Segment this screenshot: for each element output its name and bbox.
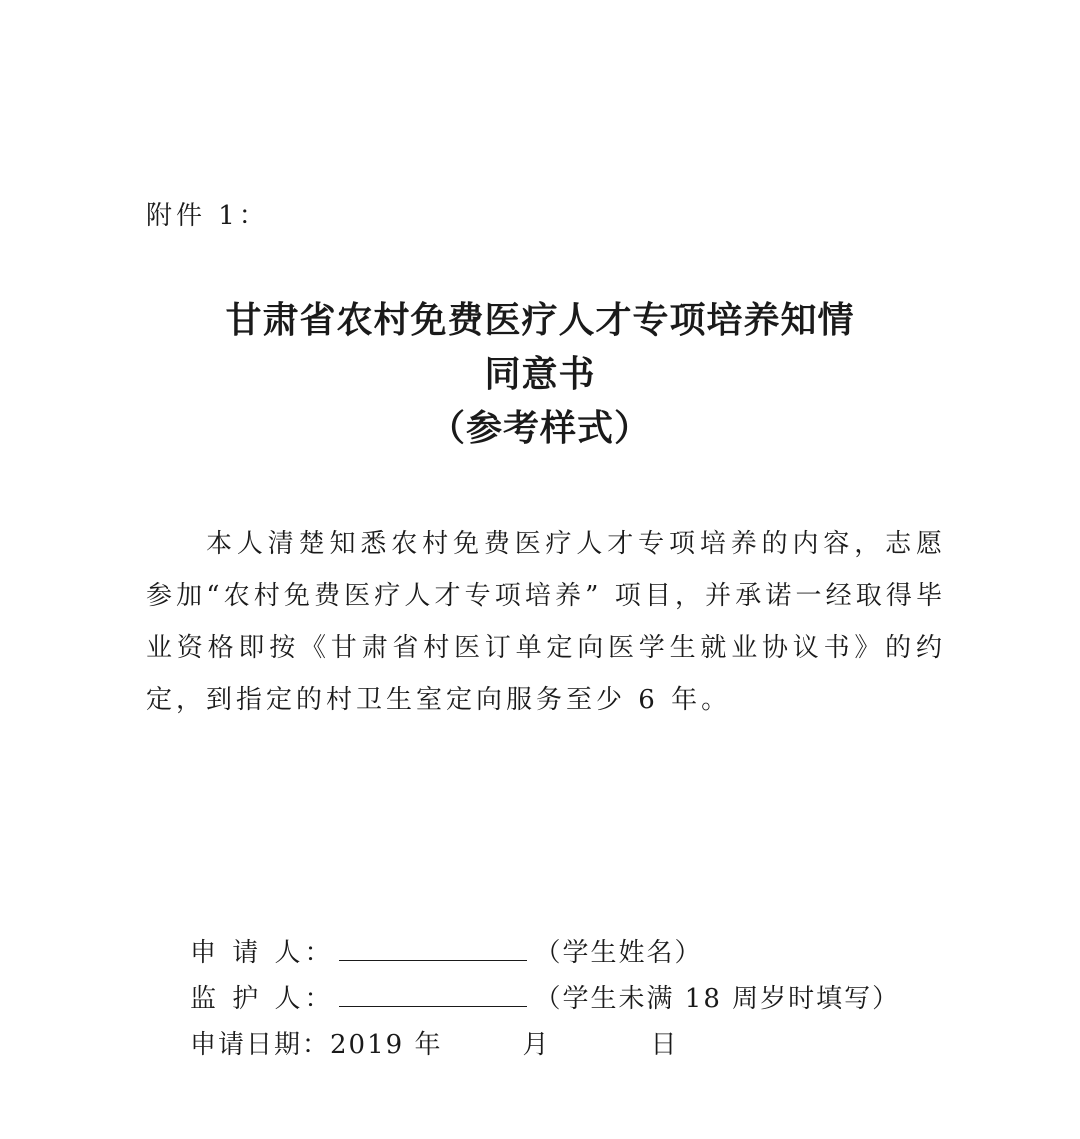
date-month-label: 月 bbox=[522, 1030, 551, 1060]
signature-section bbox=[190, 930, 900, 1068]
consent-paragraph: 本人清楚知悉农村免费医疗人才专项培养的内容，志愿参加“农村免费医疗人才专项培养” 项目，并承诺一经取得毕业资格即按《甘肃省村医订单定向医学生就业协议书》的约定，到指定的村卫生室定向服务至少 6 年。 bbox=[146, 529, 946, 715]
applicant-signature-line[interactable] bbox=[339, 930, 527, 961]
title-line-1: 甘肃省农村免费医疗人才专项培养知情 bbox=[225, 300, 855, 341]
applicant-note: （学生姓名） bbox=[534, 938, 703, 968]
date-year: 2019 年 bbox=[330, 1030, 443, 1060]
guardian-label: 监 护 人： bbox=[190, 984, 335, 1014]
guardian-row bbox=[190, 976, 900, 1022]
applicant-row bbox=[190, 930, 900, 976]
attachment-label: 附件 1： bbox=[146, 201, 269, 231]
title-line-3: （参考样式） bbox=[428, 408, 651, 449]
title-line-2: 同意书 bbox=[484, 354, 596, 395]
guardian-signature-line[interactable] bbox=[339, 976, 527, 1007]
guardian-note: （学生未满 18 周岁时填写） bbox=[534, 984, 901, 1014]
date-day-label: 日 bbox=[650, 1030, 679, 1060]
date-label: 申请日期： bbox=[190, 1030, 331, 1060]
document-title bbox=[0, 294, 1080, 456]
date-row bbox=[190, 1022, 900, 1068]
applicant-label: 申 请 人： bbox=[190, 938, 335, 968]
